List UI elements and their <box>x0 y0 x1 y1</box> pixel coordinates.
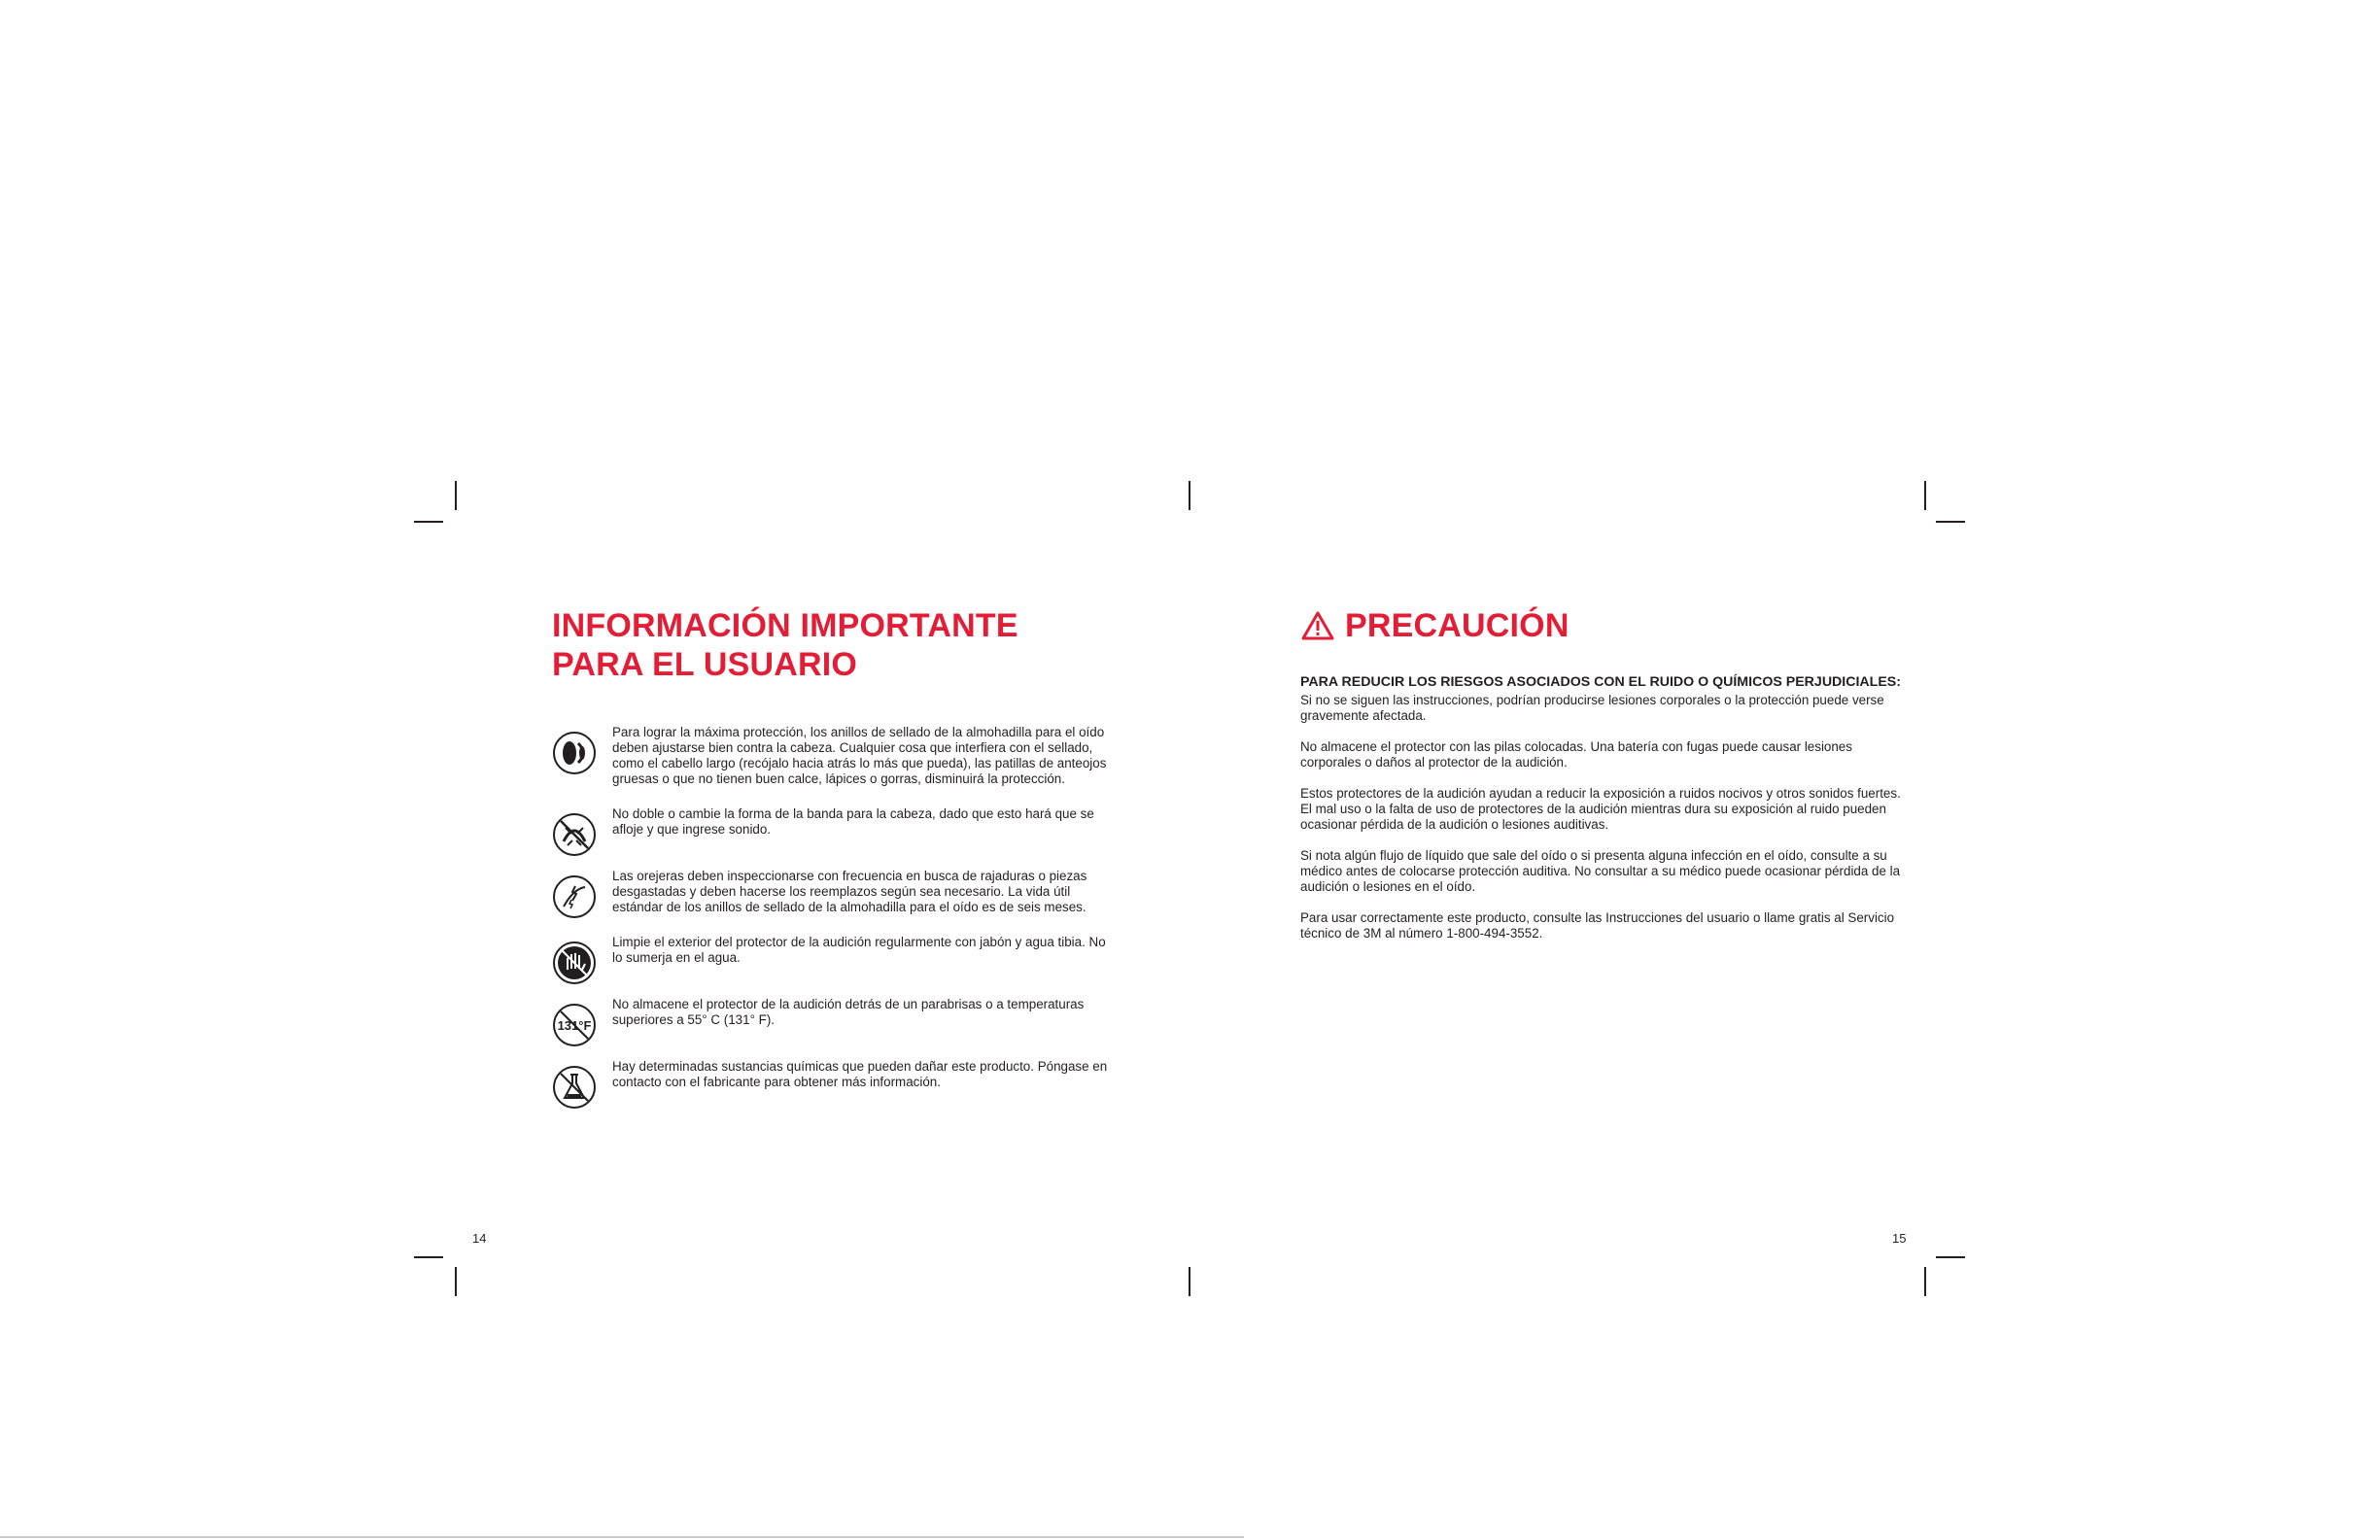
warning-triangle-icon <box>1300 610 1335 641</box>
no-bend-headband-icon <box>552 812 597 857</box>
temperature-label: 131°F <box>557 1018 592 1033</box>
list-item <box>552 869 1116 915</box>
crop-mark <box>414 521 443 523</box>
crop-mark <box>1924 1267 1926 1296</box>
page-number-right: 15 <box>1892 1231 1907 1246</box>
page-title <box>552 606 1116 684</box>
list-item <box>552 1059 1116 1102</box>
caution-paragraph: No almacene el protector con las pilas colocadas. Una batería con fugas puede causar lesiones corporales o daños al protector de la audición. <box>1300 739 1852 770</box>
crop-mark <box>455 1267 457 1296</box>
crop-mark <box>414 1256 443 1258</box>
list-item <box>552 935 1116 977</box>
inspect-cracks-icon <box>552 874 597 919</box>
left-page <box>552 606 1116 1121</box>
caution-paragraph: Si nota algún flujo de líquido que sale del oído o si presenta alguna infección en el oído, consulte a su médico antes de colocarse protección auditiva. No consultar a su médico puede ocasionar pérdida de la audición o lesiones en el oído. <box>1300 848 1901 894</box>
caution-title <box>1300 606 1903 645</box>
item-text: Para lograr la máxima protección, los anillos de sellado de la almohadilla para el oído deben ajustarse bien contra la cabeza. Cualquier cosa que interfiera con el sellado, como el cabello largo (recójalo hacia atrás lo más que pueda), las patillas de anteojos gruesas o que no tienen buen calce, lápices o gorras, disminuirá la protección. <box>612 725 1107 786</box>
item-text: Las orejeras deben inspeccionarse con frecuencia en busca de rajaduras o piezas desgastadas y deben hacerse los reemplazos según sea necesario. La vida útil estándar de los anillos de sellado de la almohadilla para el oído es de seis meses. <box>612 869 1087 914</box>
caution-subhead: PARA REDUCIR LOS RIESGOS ASOCIADOS CON EL RUIDO O QUÍMICOS PERJUDICIALES: <box>1300 674 1901 690</box>
crop-mark <box>1936 521 1965 523</box>
right-page <box>1300 606 1903 957</box>
item-text: No doble o cambie la forma de la banda para la cabeza, dado que esto hará que se afloje y que ingrese sonido. <box>612 806 1094 837</box>
bottom-edge-rule <box>0 1536 1244 1538</box>
crop-mark <box>1189 1267 1190 1296</box>
title-line-1: INFORMACIÓN IMPORTANTE <box>552 607 1018 644</box>
ear-seal-icon <box>552 731 597 775</box>
caution-paragraph: Estos protectores de la audición ayudan a reducir la exposición a ruidos nocivos y otros sonidos fuertes. El mal uso o la falta de uso de protectores de la audición mientras dura su exposición al ruido pueden ocasionar pérdida de la audición o lesiones auditivas. <box>1300 786 1901 832</box>
caution-paragraph: Si no se siguen las instrucciones, podrían producirse lesiones corporales o la protección puede verse gravemente afectada. <box>1300 693 1884 723</box>
crop-mark <box>1936 1256 1965 1258</box>
list-item <box>552 997 1116 1040</box>
crop-mark <box>1189 481 1190 510</box>
caution-paragraph: Para usar correctamente este producto, consulte las Instrucciones del usuario o llame gratis al Servicio técnico de 3M al número 1-800-494-3552. <box>1300 910 1895 941</box>
item-text: No almacene el protector de la audición detrás de un parabrisas o a temperaturas superiores a 55° C (131° F). <box>612 997 1085 1027</box>
item-text: Limpie el exterior del protector de la audición regularmente con jabón y agua tibia. No lo sumerja en el agua. <box>612 935 1106 965</box>
crop-mark <box>1924 481 1926 510</box>
list-item <box>552 806 1116 849</box>
page-number-left: 14 <box>472 1231 487 1246</box>
item-text: Hay determinadas sustancias químicas que pueden dañar este producto. Póngase en contacto con el fabricante para obtener más información. <box>612 1059 1108 1089</box>
list-item <box>552 725 1116 787</box>
crop-mark <box>455 481 457 510</box>
title-line-2: PARA EL USUARIO <box>552 646 858 683</box>
instruction-list <box>552 725 1116 1102</box>
temperature-limit-icon <box>552 1003 597 1047</box>
caution-title-text: PRECAUCIÓN <box>1345 607 1569 644</box>
no-chemicals-flask-icon <box>552 1065 597 1110</box>
no-submerge-hand-icon <box>552 941 597 985</box>
